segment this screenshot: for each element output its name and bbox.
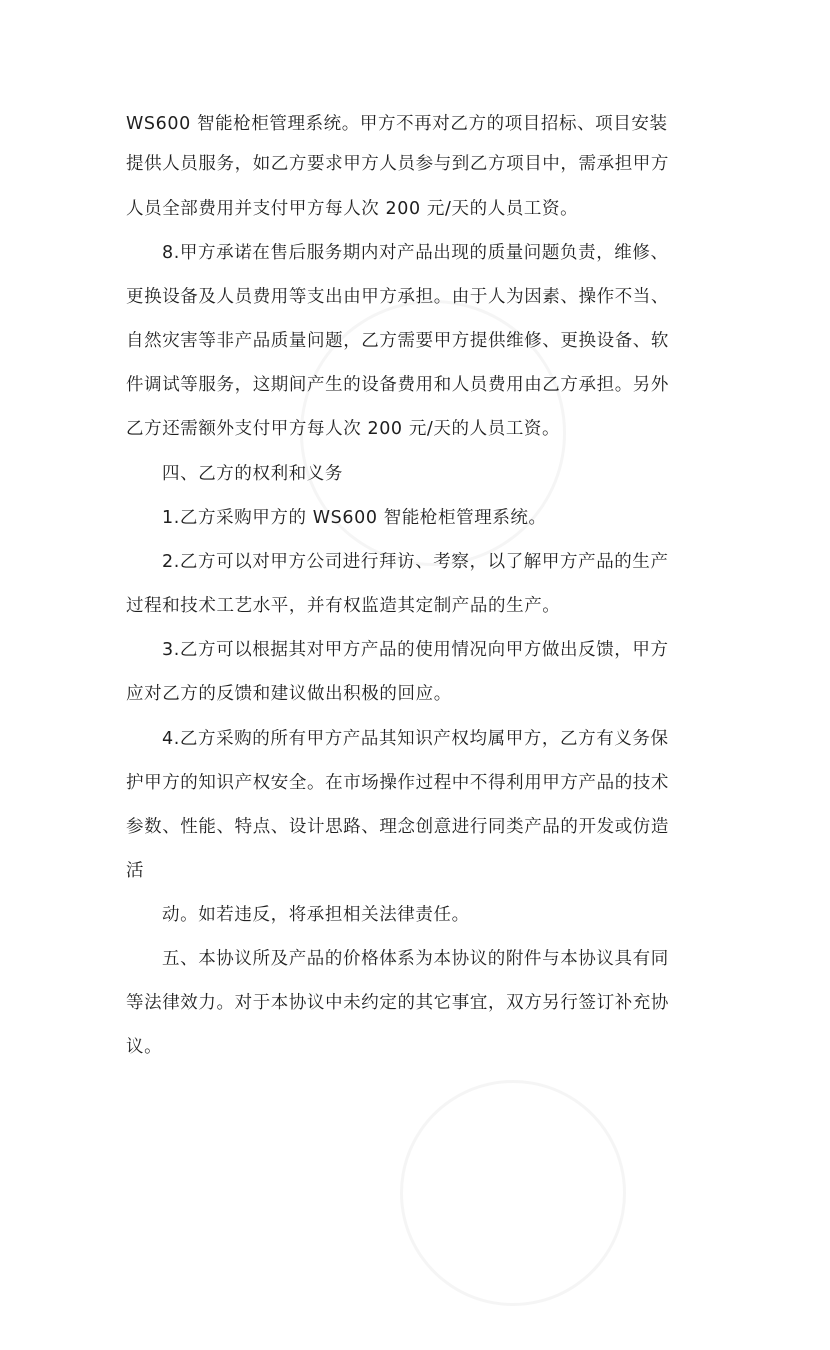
- paragraph-line: 乙方还需额外支付甲方每人次 200 元/天的人员工资。: [126, 419, 561, 439]
- paragraph-line: 应对乙方的反馈和建议做出积极的回应。: [126, 684, 452, 704]
- paragraph-line: 3.乙方可以根据其对甲方产品的使用情况向甲方做出反馈，甲方: [162, 640, 669, 660]
- paragraph-line: 更换设备及人员费用等支出由甲方承担。由于人为因素、操作不当、: [126, 287, 669, 307]
- section-heading: 五、本协议所及产品的价格体系为本协议的附件与本协议具有同: [162, 949, 669, 969]
- paragraph-line: 活: [126, 861, 145, 881]
- paragraph-line: 自然灾害等非产品质量问题，乙方需要甲方提供维修、更换设备、软: [126, 331, 669, 351]
- paragraph-line: 提供人员服务，如乙方要求甲方人员参与到乙方项目中，需承担甲方: [126, 154, 669, 174]
- paragraph-line: 8.甲方承诺在售后服务期内对产品出现的质量问题负责，维修、: [162, 243, 669, 263]
- watermark-seal-bottom: [356, 1036, 671, 1350]
- section-heading: 四、乙方的权利和义务: [162, 464, 343, 484]
- paragraph-line: WS600 智能枪柜管理系统。甲方不再对乙方的项目招标、项目安装: [126, 114, 668, 134]
- paragraph-line: 等法律效力。对于本协议中未约定的其它事宜，双方另行签订补充协: [126, 993, 669, 1013]
- paragraph-line: 议。: [126, 1037, 163, 1057]
- paragraph-line: 人员全部费用并支付甲方每人次 200 元/天的人员工资。: [126, 199, 579, 219]
- paragraph-line: 过程和技术工艺水平，并有权监造其定制产品的生产。: [126, 596, 561, 616]
- paragraph-line: 护甲方的知识产权安全。在市场操作过程中不得利用甲方产品的技术: [126, 773, 669, 793]
- paragraph-line: 件调试等服务，这期间产生的设备费用和人员费用由乙方承担。另外: [126, 375, 669, 395]
- paragraph-line: 参数、性能、特点、设计思路、理念创意进行同类产品的开发或仿造: [126, 817, 669, 837]
- paragraph-line: 2.乙方可以对甲方公司进行拜访、考察，以了解甲方产品的生产: [162, 552, 669, 572]
- paragraph-line: 4.乙方采购的所有甲方产品其知识产权均属甲方，乙方有义务保: [162, 729, 669, 749]
- paragraph-line: 动。如若违反，将承担相关法律责任。: [162, 905, 470, 925]
- paragraph-line: 1.乙方采购甲方的 WS600 智能枪柜管理系统。: [162, 508, 547, 528]
